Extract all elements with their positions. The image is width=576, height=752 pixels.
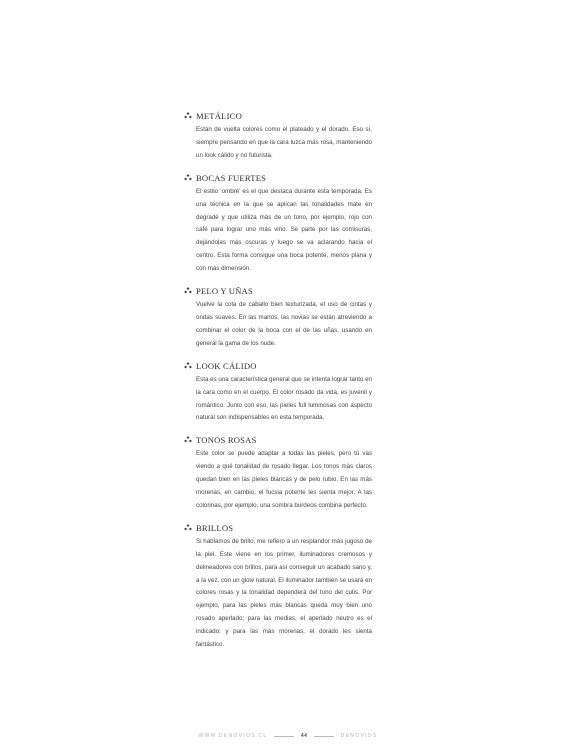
page-number: 44 (300, 733, 308, 739)
article-column (196, 110, 372, 661)
section-title: PELO Y UÑAS (196, 286, 253, 297)
section-heading (196, 522, 372, 534)
article-section (196, 360, 372, 426)
article-section (196, 285, 372, 351)
section-body: Esta es una característica general que se intenta lograr tanto en la cara como en el cuerpo. El color rosado da vida, es juvenil y romántico. Junto con eso, las pieles full luminosas con aspecto natural son indispensables en esta temporada. (196, 375, 372, 422)
article-section (196, 522, 372, 652)
section-title: TONOS ROSAS (196, 435, 257, 446)
footer-brand: DENOVIOS (340, 733, 378, 739)
diamond-cluster-icon (184, 436, 192, 444)
diamond-cluster-icon (184, 174, 192, 182)
diamond-cluster-icon (184, 524, 192, 532)
section-body: Están de vuelta colores como el plateado y el dorado. Eso sí, siempre pensando en que la cara luzca más rosa, manteniendo un look cálido y no futurista. (196, 126, 372, 159)
article-section (196, 110, 372, 163)
section-heading (196, 172, 372, 184)
section-title: BOCAS FUERTES (196, 172, 267, 183)
section-body: Si hablamos de brillo, me refiero a un resplandor más jugoso de la piel. Este viene en los primer, iluminadores cremosos y delineadores con brillos, para así conseguir un acabado sano y, a la vez, con un glow natural. El iluminador también se usará en colores rosas y la tonalidad dependerá del tono del cutis. Por ejemplo, para las pieles más blancas queda muy bien uno rosado aperlado; para las medias, el aperlado neutro es el indicado; y para las más morenas, el dorado les sienta fantástico. (196, 537, 372, 649)
footer-site: WWW.DENOVIOS.CL (198, 733, 268, 739)
section-heading (196, 360, 372, 372)
section-body: El estilo ‘ombré’ es el que destaca durante esta temporada. Es una técnica en la que se aplican las tonalidades mate en degradé y que utiliza más de un tono, por ejemplo, rojo con café para lograr uno más vino. Se parte por las comisuras, dejándolas más oscuras y luego se va aclarando hacia el centro. Esta forma consigue una boca potente, menos plana y con más dimensión. (196, 187, 372, 273)
article-section (196, 434, 372, 513)
diamond-cluster-icon (184, 112, 192, 120)
footer-rule-right (314, 736, 334, 737)
section-title: BRILLOS (196, 522, 234, 533)
section-body: Vuelve la cola de caballo bien texturizada, el uso de cintas y ondas suaves. En las manos, las novias se están atreviendo a combinar el color de la boca con el de las uñas, usando en general la gama de los nude. (196, 301, 372, 347)
page-footer (0, 733, 576, 739)
article-section (196, 172, 372, 276)
diamond-cluster-icon (184, 362, 192, 370)
section-heading (196, 434, 372, 446)
section-heading (196, 285, 372, 297)
section-title: METÁLICO (196, 111, 242, 121)
section-title: LOOK CÁLIDO (196, 360, 257, 371)
footer-rule-left (274, 736, 294, 737)
section-heading (196, 110, 372, 122)
diamond-cluster-icon (184, 287, 192, 295)
section-body: Este color se puede adaptar a todas las pieles, pero tú vas viendo a qué tonalidad de rosado llegar. Los tonos más claros quedan bien en las pieles blancas y de pelo rubio. En las más morenas, en cambio, el fucsia potente les sienta mejor. A las colorinas, por ejemplo, una sombra burdeos combina perfecto. (196, 450, 372, 509)
